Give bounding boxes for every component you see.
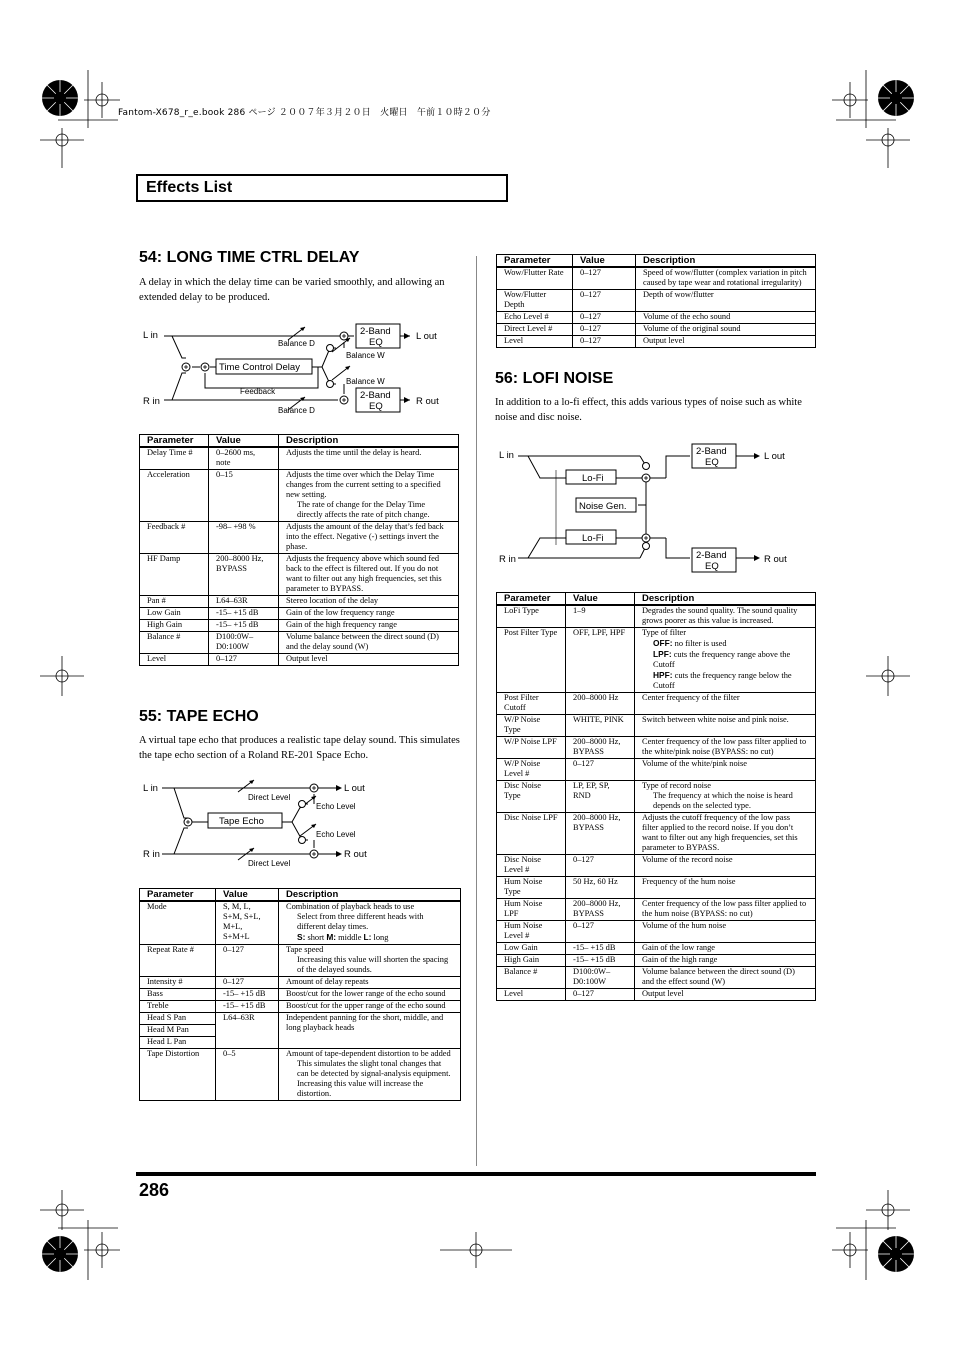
- th-parameter: Parameter: [497, 255, 573, 268]
- diag54-l-out: L out: [416, 331, 437, 342]
- th-value: Value: [566, 593, 635, 606]
- table-row: Delay Time # 0–2600 ms, note Adjusts the time until the delay is heard.: [140, 447, 459, 470]
- diag56-eq-top-line2: EQ: [705, 457, 719, 468]
- diag55-direct-level-bottom: Direct Level: [248, 859, 291, 868]
- table-56-parameters: [496, 592, 816, 1001]
- diag54-balance-w-bottom: Balance W: [346, 377, 385, 386]
- diag56-eq-top-line1: 2-Band: [696, 446, 727, 457]
- diag55-l-out: L out: [344, 783, 365, 794]
- table-row: Acceleration 0–15 Adjusts the time over which the Delay Time changes from the current setting to a specified new setting. The rate of change for the Delay Time directly affects the rate of pitch change.: [140, 470, 459, 522]
- table-row: W/P Noise Level # 0–127 Volume of the white/pink noise: [497, 759, 816, 781]
- diag54-balance-w-top: Balance W: [346, 351, 385, 360]
- diag55-echo-level-top: Echo Level: [316, 802, 356, 811]
- diag56-r-out: R out: [764, 554, 787, 565]
- table-55-parameters-continued: [496, 254, 816, 348]
- th-value: Value: [216, 889, 279, 902]
- section-54-intro: A delay in which the delay time can be varied smoothly, and allowing an extended delay to be produced.: [139, 277, 445, 303]
- th-description: Description: [279, 889, 461, 902]
- diag56-noise-gen: Noise Gen.: [579, 501, 627, 512]
- diag56-l-in: L in: [499, 450, 514, 461]
- table-row: W/P Noise LPF 200–8000 Hz, BYPASS Center frequency of the low pass filter applied to the white/pink noise (BYPASS: no cut): [497, 737, 816, 759]
- th-parameter: Parameter: [497, 593, 566, 606]
- table-row: Level 0–127 Output level: [497, 989, 816, 1001]
- th-value: Value: [573, 255, 636, 268]
- diag55-r-out: R out: [344, 849, 367, 860]
- diag56-lofi-top: Lo-Fi: [582, 473, 604, 484]
- table-row: Treble -15– +15 dB Boost/cut for the upper range of the echo sound: [140, 1001, 461, 1013]
- table-row: Low Gain -15– +15 dB Gain of the low range: [497, 943, 816, 955]
- diag56-r-in: R in: [499, 554, 516, 565]
- diag55-l-in: L in: [143, 783, 158, 794]
- table-54-parameters: [139, 434, 459, 666]
- page-number: 286: [139, 1180, 170, 1200]
- table-row: Wow/Flutter Depth 0–127 Depth of wow/flutter: [497, 290, 816, 312]
- diag56-lofi-bottom: Lo-Fi: [582, 533, 604, 544]
- table-row: Direct Level # 0–127 Volume of the original sound: [497, 324, 816, 336]
- table-row: Hum Noise Type 50 Hz, 60 Hz Frequency of the hum noise: [497, 877, 816, 899]
- th-description: Description: [279, 435, 459, 448]
- section-55-title: 55: TAPE ECHO: [139, 708, 259, 725]
- diag54-r-out: R out: [416, 396, 439, 407]
- table-row: Post Filter Type OFF, LPF, HPF Type of filter OFF: no filter is used LPF: cuts the frequency range above the Cutoff HPF: cuts the frequency range below the Cutoff: [497, 628, 816, 693]
- table-row: Hum Noise LPF 200–8000 Hz, BYPASS Center frequency of the low pass filter applied to the hum noise (BYPASS: no cut): [497, 899, 816, 921]
- section-56-intro: In addition to a lo-fi effect, this adds various types of noise such as white noise and disc noise.: [495, 397, 802, 423]
- table-row: Post Filter Cutoff 200–8000 Hz Center frequency of the filter: [497, 693, 816, 715]
- section-55-intro: A virtual tape echo that produces a realistic tape delay sound. This simulates the tape echo section of a Roland RE-201 Space Echo.: [139, 735, 460, 761]
- diag56-eq-bottom-line1: 2-Band: [696, 550, 727, 561]
- diag55-echo-level-bottom: Echo Level: [316, 830, 356, 839]
- diag56-eq-bottom-line2: EQ: [705, 561, 719, 572]
- table-row: Disc Noise Level # 0–127 Volume of the record noise: [497, 855, 816, 877]
- column-divider: [476, 256, 477, 1166]
- section-56-title: 56: LOFI NOISE: [495, 370, 614, 387]
- th-description: Description: [636, 255, 816, 268]
- diag54-balance-d-bottom: Balance D: [278, 406, 315, 415]
- diag55-tape-echo: Tape Echo: [219, 816, 264, 827]
- table-row: Low Gain -15– +15 dB Gain of the low frequency range: [140, 608, 459, 620]
- table-row: Head M Pan: [140, 1025, 461, 1037]
- table-row: Head S Pan L64–63R Independent panning for the short, middle, and long playback heads: [140, 1013, 461, 1025]
- table-55-parameters: [139, 888, 461, 1101]
- diag54-eq-top-line2: EQ: [369, 337, 383, 348]
- th-value: Value: [209, 435, 279, 448]
- section-tab-title: Effects List: [146, 179, 233, 196]
- table-row: Balance # D100:0W– D0:100W Volume balance between the direct sound (D) and the delay sound (W): [140, 632, 459, 654]
- table-row: Repeat Rate # 0–127 Tape speed Increasing this value will shorten the spacing of the delayed sounds.: [140, 945, 461, 977]
- table-row: Level 0–127 Output level: [140, 654, 459, 666]
- table-row: Balance # D100:0W– D0:100W Volume balance between the direct sound (D) and the effect sound (W): [497, 967, 816, 989]
- diag54-eq-bottom-line2: EQ: [369, 401, 383, 412]
- th-description: Description: [635, 593, 816, 606]
- table-row: Disc Noise LPF 200–8000 Hz, BYPASS Adjusts the cutoff frequency of the low pass filter applied to the record noise. If you don’t want to filter out any high frequencies, set this parameter to BYPASS.: [497, 813, 816, 855]
- table-row: Disc Noise Type LP, EP, SP, RND Type of record noise The frequency at which the noise is heard depends on the selected type.: [497, 781, 816, 813]
- diag54-balance-d-top: Balance D: [278, 339, 315, 348]
- table-row: Feedback # -98– +98 % Adjusts the amount of the delay that’s fed back into the effect. Negative (-) settings invert the phase.: [140, 522, 459, 554]
- diag55-r-in: R in: [143, 849, 160, 860]
- table-row: Echo Level # 0–127 Volume of the echo sound: [497, 312, 816, 324]
- footer-rule: [136, 1172, 816, 1176]
- long-time-ctrl-delay-diagram: [140, 318, 460, 418]
- table-row: HF Damp 200–8000 Hz, BYPASS Adjusts the frequency above which sound fed back to the effect is filtered out. If you do not want to filter out any high frequencies, set this parameter to BYPASS.: [140, 554, 459, 596]
- table-row: High Gain -15– +15 dB Gain of the high range: [497, 955, 816, 967]
- th-parameter: Parameter: [140, 435, 209, 448]
- table-row: Intensity # 0–127 Amount of delay repeats: [140, 977, 461, 989]
- diag54-time-control-delay: Time Control Delay: [219, 362, 300, 373]
- table-row: Tape Distortion 0–5 Amount of tape-dependent distortion to be added This simulates the slight tonal changes that can be detected by signal-analysis equipment. Increasing this value will increase the distortion.: [140, 1049, 461, 1101]
- diag54-feedback: Feedback: [240, 387, 276, 396]
- diag54-r-in: R in: [143, 396, 160, 407]
- th-parameter: Parameter: [140, 889, 216, 902]
- table-row: Hum Noise Level # 0–127 Volume of the hum noise: [497, 921, 816, 943]
- table-row: LoFi Type 1–9 Degrades the sound quality. The sound quality grows poorer as this value is increased.: [497, 605, 816, 628]
- diag56-l-out: L out: [764, 451, 785, 462]
- table-row: W/P Noise Type WHITE, PINK Switch between white noise and pink noise.: [497, 715, 816, 737]
- diag54-eq-bottom-line1: 2-Band: [360, 390, 391, 401]
- table-row: Bass -15– +15 dB Boost/cut for the lower range of the echo sound: [140, 989, 461, 1001]
- tape-echo-diagram: [140, 778, 460, 870]
- table-row: Mode S, M, L, S+M, S+L, M+L, S+M+L Combination of playback heads to use Select from three different heads with different delay times. S: short M: middle L: long: [140, 901, 461, 945]
- diag54-l-in: L in: [143, 330, 158, 341]
- table-row: Head L Pan: [140, 1037, 461, 1049]
- lofi-noise-diagram: [496, 440, 816, 574]
- section-tab: [136, 174, 508, 202]
- table-row: Level 0–127 Output level: [497, 336, 816, 348]
- diag55-direct-level-top: Direct Level: [248, 793, 291, 802]
- table-row: Pan # L64–63R Stereo location of the delay: [140, 596, 459, 608]
- file-header-line: Fantom-X678_r_e.book 286 ページ ２００７年３月２０日 火曜日 午前１０時２０分: [118, 108, 491, 118]
- table-row: High Gain -15– +15 dB Gain of the high frequency range: [140, 620, 459, 632]
- table-row: Wow/Flutter Rate 0–127 Speed of wow/flutter (complex variation in pitch caused by tape wear and rotational irregularity): [497, 267, 816, 290]
- section-54-title: 54: LONG TIME CTRL DELAY: [139, 249, 360, 266]
- diag54-eq-top-line1: 2-Band: [360, 326, 391, 337]
